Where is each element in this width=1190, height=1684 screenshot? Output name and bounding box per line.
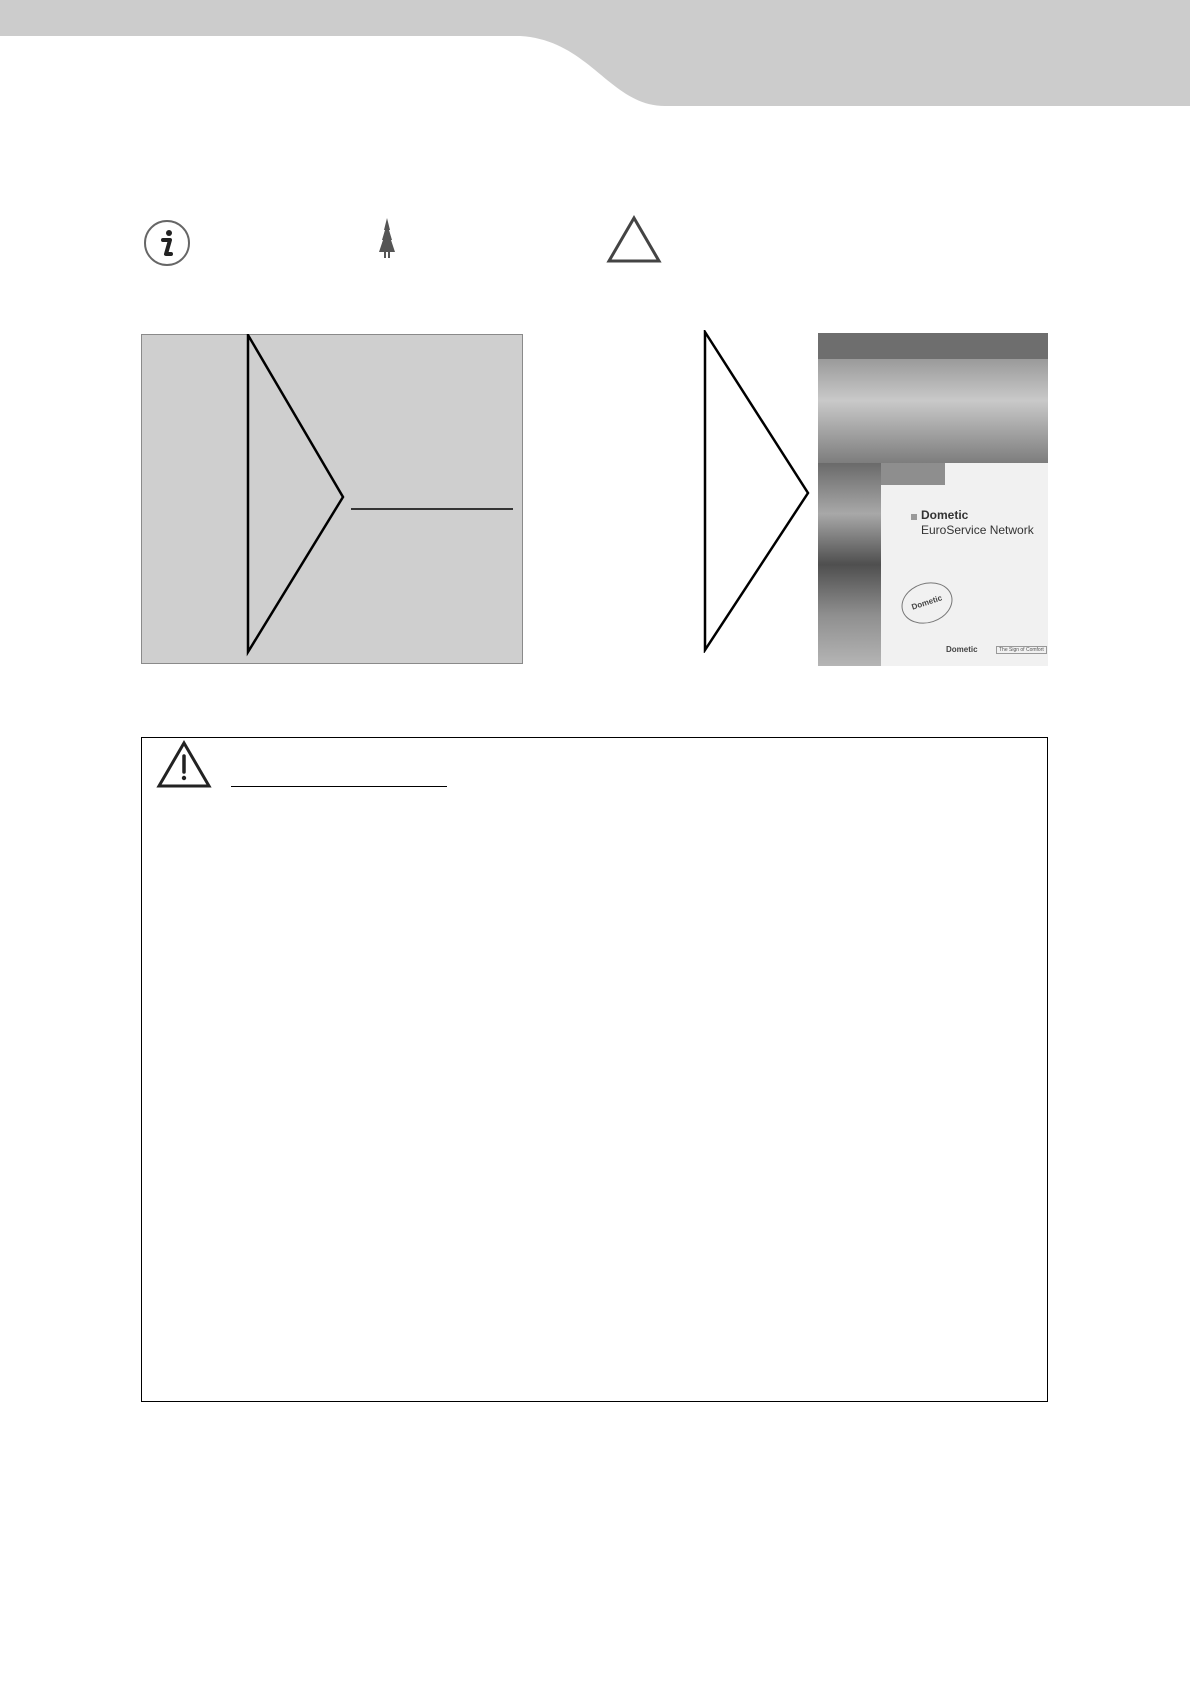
warning-box [141, 737, 1048, 1402]
panel-arrow-diagram [141, 334, 523, 664]
brochure-brand-name: Dometic [921, 508, 969, 522]
brochure-cover-image [818, 333, 1048, 666]
brochure-footer-logo: Dometic [946, 645, 978, 654]
warning-exclamation-icon [156, 740, 212, 790]
brochure-footer-tagline: The Sign of Comfort [996, 646, 1047, 654]
brochure-photo-beach [818, 359, 1048, 463]
caution-triangle-icon [606, 215, 662, 265]
info-icon [143, 219, 191, 267]
guarantee-seal: Dometic [896, 576, 958, 630]
brochure-gray-tab [881, 463, 945, 485]
brochure-brand-subtitle: EuroService Network [921, 523, 1034, 537]
brand-square-icon [911, 514, 917, 520]
brochure-top-strip [818, 333, 1048, 359]
header-band [0, 0, 1190, 110]
warning-heading-underline [231, 786, 447, 787]
pointer-arrow [700, 330, 812, 653]
brochure-photo-strip [818, 463, 881, 666]
tree-icon [377, 216, 397, 260]
